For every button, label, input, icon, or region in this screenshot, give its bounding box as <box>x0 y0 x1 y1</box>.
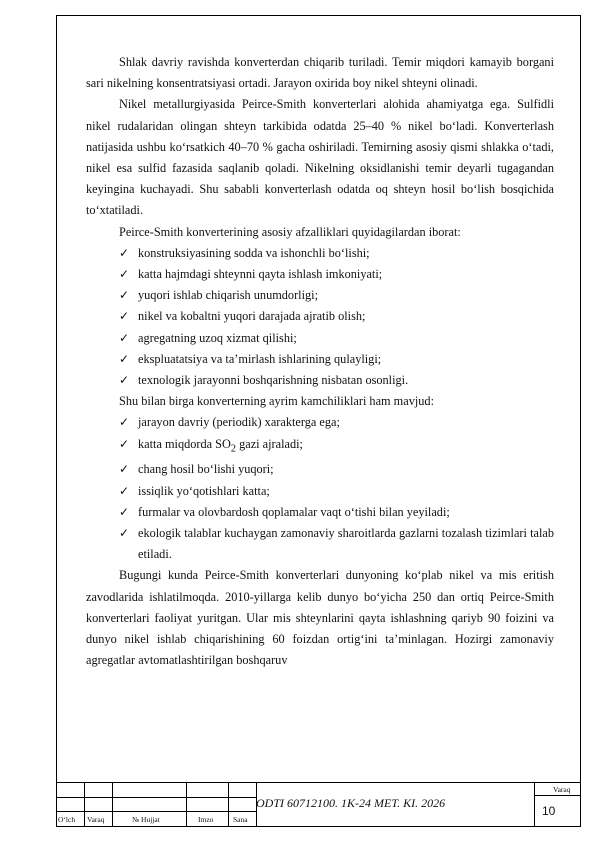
list-item: ✓ nikel va kobaltni yuqori darajada ajratib olish; <box>86 306 554 327</box>
list-item: ✓ ekspluatatsiya va ta’mirlash ishlarining qulayligi; <box>86 349 554 370</box>
checkmark-icon: ✓ <box>119 462 130 477</box>
stamp-col-hujjat: № Hujjat <box>132 815 160 824</box>
checkmark-icon: ✓ <box>119 504 130 519</box>
list-item: ✓ ekologik talablar kuchaygan zamonaviy sharoitlarda gazlarni tozalash tizimlari talab etiladi. <box>86 523 554 565</box>
stamp-row-line <box>56 811 256 812</box>
checkmark-icon: ✓ <box>119 309 130 324</box>
checkmark-icon: ✓ <box>119 288 130 303</box>
list-item: ✓ katta hajmdagi shteynni qayta ishlash imkoniyati; <box>86 264 554 285</box>
checkmark-icon: ✓ <box>119 436 130 451</box>
stamp-col-line <box>228 782 229 827</box>
checkmark-icon: ✓ <box>119 525 130 540</box>
advantages-intro: Peirce-Smith konverterining asosiy afzalliklari quyidagilardan iborat: <box>119 224 461 239</box>
advantages-list <box>86 243 554 391</box>
list-item: ✓ jarayon davriy (periodik) xarakterga ega; <box>86 412 554 433</box>
list-item: ✓ issiqlik yo‘qotishlari katta; <box>86 481 554 502</box>
stamp-col-sana: Sana <box>233 815 248 824</box>
checkmark-icon: ✓ <box>119 415 130 430</box>
stamp-top-line <box>56 782 581 783</box>
stamp-col-olch: O‘lch <box>58 815 76 824</box>
stamp-col-line <box>112 782 113 827</box>
stamp-row-line <box>56 797 256 798</box>
stamp-col-line <box>186 782 187 827</box>
paragraph-slag-removal: Shlak davriy ravishda konverterdan chiqarib turiladi. Temir miqdori kamayib borgani sari nikelning konsentratsiyasi ortadi. Jarayon oxirida boy nikel shteyni olinadi. <box>86 55 554 91</box>
list-item: ✓ chang hosil bo‘lishi yuqori; <box>86 459 554 480</box>
document-body <box>86 52 554 671</box>
paragraph-nickel-metallurgy: Nikel metallurgiyasida Peirce-Smith konverterlari alohida ahamiyatga ega. Sulfidli nikel rudalaridan olingan shteyn tarkibida odatda 25–40 % nikel bo‘ladi. Konverterlash natijasida ushbu ko‘rsatkich 40–70 % gacha oshiriladi. Temirning asosiy qismi shlakka o‘tadi, nikel esa sulfid fazasida saqlanib qoladi. Nikelning oksidlanishi temir deyarli tugagandan keyingina kuchayadi. Shu sababli konverterlash odatda oq shteyn hosil bo‘lish bosqichida to‘xtatiladi. <box>86 97 554 218</box>
list-item: ✓ agregatning uzoq xizmat qilishi; <box>86 328 554 349</box>
list-item: ✓ texnologik jarayonni boshqarishning nisbatan osonligi. <box>86 370 554 391</box>
list-item: ✓ yuqori ishlab chiqarish unumdorligi; <box>86 285 554 306</box>
disadvantages-list <box>86 412 554 565</box>
stamp-col-line <box>84 782 85 827</box>
paragraph-modern-usage: Bugungi kunda Peirce-Smith konverterlari dunyoning ko‘plab nikel va mis eritish zavodlarida ishlatilmoqda. 2010-yillarga kelib dunyo bo‘yicha 250 dan ortiq Peirce-Smith konverterlari faoliyat yuritgan. Ular mis shteynlarini qayta ishlashning qariyb 90 foizini va dunyo nikel ishlab chiqarishining 60 foizdan ortig‘ini ta’minlagan. Hozirgi zamonaviy agregatlar avtomatlashtirilgan boshqaruv <box>86 568 554 668</box>
stamp-varaq-label: Varaq <box>553 785 571 794</box>
list-item: ✓ furmalar va olovbardosh qoplamalar vaqt o‘tishi bilan yeyiladi; <box>86 502 554 523</box>
page-number: 10 <box>542 804 556 818</box>
stamp-col-imzo: Imzo <box>198 815 214 824</box>
list-item: ✓ katta miqdorda $SO_2$ gazi ajraladi; <box>86 434 554 460</box>
disadvantages-intro: Shu bilan birga konverterning ayrim kamchiliklari ham mavjud: <box>119 394 434 409</box>
checkmark-icon: ✓ <box>119 267 130 282</box>
checkmark-icon: ✓ <box>119 351 130 366</box>
list-item: ✓ konstruksiyasining sodda va ishonchli bo‘lishi; <box>86 243 554 264</box>
checkmark-icon: ✓ <box>119 245 130 260</box>
checkmark-icon: ✓ <box>119 483 130 498</box>
stamp-col-varaq: Varaq <box>87 815 105 824</box>
title-block-stamp <box>56 782 581 827</box>
checkmark-icon: ✓ <box>119 373 130 388</box>
checkmark-icon: ✓ <box>119 330 130 345</box>
document-code: ODTI 60712100. 1K-24 MET. KI. 2026 <box>256 796 446 810</box>
